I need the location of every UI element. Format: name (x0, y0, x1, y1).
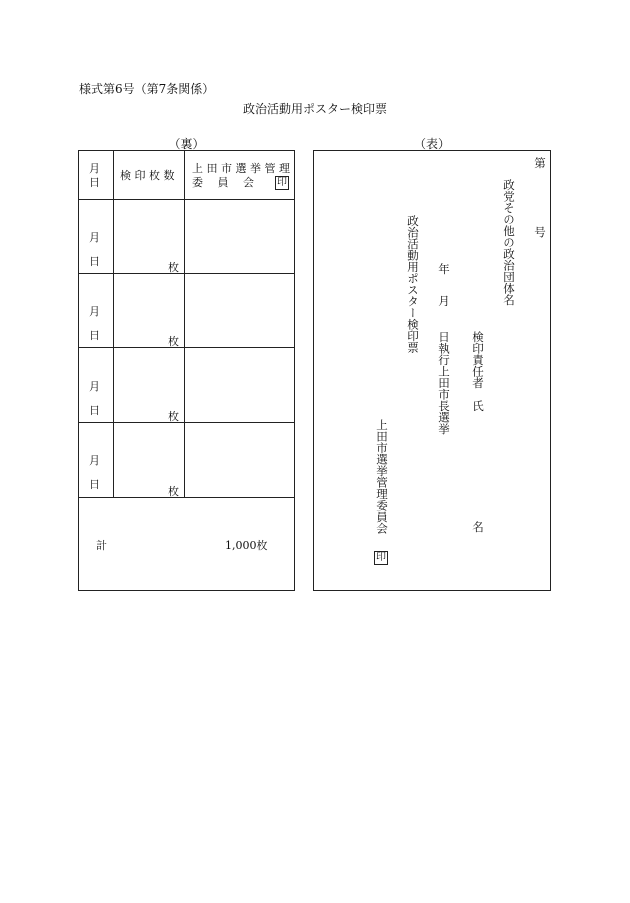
back-side-label: （裏） (168, 137, 205, 151)
row-divider (79, 497, 294, 498)
row-divider (79, 422, 294, 423)
row-1-month: 月 (89, 231, 100, 244)
column-divider (184, 151, 185, 497)
back-side-table (78, 150, 295, 591)
election-name: 日執行上田市長選挙 (437, 331, 451, 435)
number-suffix: 号 (533, 226, 547, 238)
form-reference: 様式第6号（第7条関係） (79, 82, 215, 96)
election-committee: 上田市選挙管理委員会 (375, 419, 389, 534)
row-1-unit: 枚 (168, 261, 179, 274)
document-title: 政治活動用ポスター検印票 (242, 102, 387, 116)
header-day: 日 (89, 176, 100, 189)
row-2-unit: 枚 (168, 335, 179, 348)
row-divider (79, 273, 294, 274)
election-year: 年 (437, 263, 451, 275)
name-suffix: 名 (471, 521, 485, 533)
front-side-label: （表） (413, 137, 450, 151)
election-month: 月 (437, 295, 451, 307)
seal-mark: 印 (277, 177, 287, 188)
ticket-title: 政治活動用ポスター検印票 (406, 215, 420, 353)
header-committee-line2: 委 員 会 (192, 176, 254, 189)
committee-seal: 印 (376, 552, 386, 563)
row-3-month: 月 (89, 380, 100, 393)
total-label: 計 (96, 539, 107, 552)
header-stamp-count: 検 印 枚 数 (120, 169, 175, 182)
row-4-unit: 枚 (168, 485, 179, 498)
number-prefix: 第 (533, 157, 547, 169)
row-3-day: 日 (89, 404, 100, 417)
header-committee-line1: 上 田 市 選 挙 管 理 (192, 162, 290, 175)
front-side-panel (313, 150, 551, 591)
row-3-unit: 枚 (168, 410, 179, 423)
row-2-month: 月 (89, 305, 100, 318)
row-divider (79, 199, 294, 200)
stamp-inspector-name: 検印責任者 氏 (471, 331, 485, 412)
row-4-month: 月 (89, 454, 100, 467)
header-month: 月 (89, 162, 100, 175)
total-value: 1,000枚 (225, 539, 268, 552)
row-2-day: 日 (89, 329, 100, 342)
column-divider (113, 151, 114, 497)
row-1-day: 日 (89, 255, 100, 268)
political-organization-name: 政党その他の政治団体名 (502, 179, 516, 306)
row-4-day: 日 (89, 478, 100, 491)
row-divider (79, 347, 294, 348)
